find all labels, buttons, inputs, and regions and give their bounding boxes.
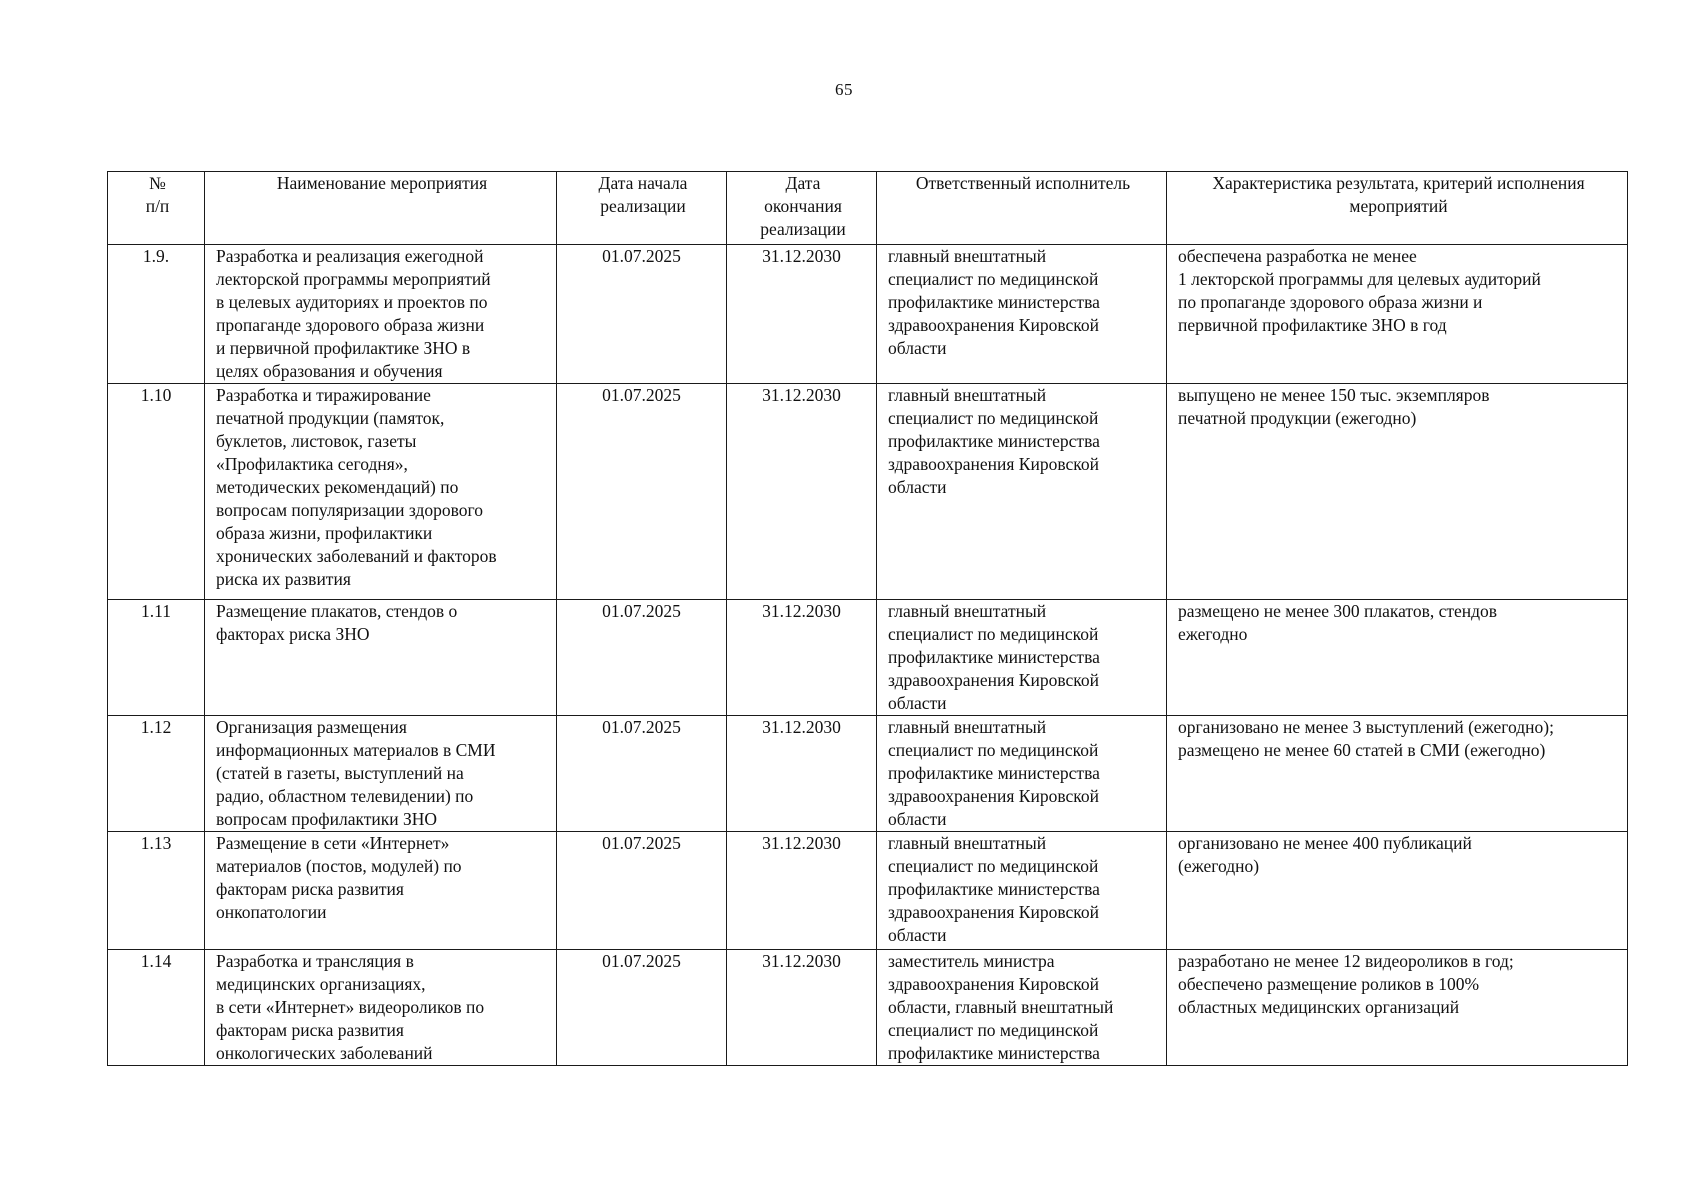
row-start-date: 01.07.2025 xyxy=(557,245,727,384)
row-end-date: 31.12.2030 xyxy=(727,716,877,832)
row-end-date: 31.12.2030 xyxy=(727,832,877,950)
row-activity-name: Организация размещения информационных материалов в СМИ (статей в газеты, выступлений на радио, областном телевидении) по вопросам профилактики ЗНО xyxy=(205,716,557,832)
header-result: Характеристика результата, критерий исполнения мероприятий xyxy=(1167,172,1628,245)
row-start-date: 01.07.2025 xyxy=(557,716,727,832)
row-number: 1.11 xyxy=(108,600,205,716)
row-result: разработано не менее 12 видеороликов в год; обеспечено размещение роликов в 100% областных медицинских организаций xyxy=(1167,950,1628,1066)
table-row xyxy=(108,245,1628,384)
row-end-date: 31.12.2030 xyxy=(727,245,877,384)
table-row xyxy=(108,950,1628,1066)
table-row xyxy=(108,600,1628,716)
row-result: организовано не менее 400 публикаций (ежегодно) xyxy=(1167,832,1628,950)
row-start-date: 01.07.2025 xyxy=(557,832,727,950)
page-number: 65 xyxy=(835,80,853,99)
row-activity-name: Размещение в сети «Интернет» материалов (постов, модулей) по факторам риска развития онкопатологии xyxy=(205,832,557,950)
row-end-date: 31.12.2030 xyxy=(727,600,877,716)
row-result: выпущено не менее 150 тыс. экземпляров печатной продукции (ежегодно) xyxy=(1167,384,1628,600)
row-number: 1.9. xyxy=(108,245,205,384)
activities-table xyxy=(107,171,1628,1066)
row-activity-name: Разработка и трансляция в медицинских организациях, в сети «Интернет» видеороликов по факторам риска развития онкологических заболеваний xyxy=(205,950,557,1066)
row-number: 1.10 xyxy=(108,384,205,600)
header-end-date: Дата окончания реализации xyxy=(727,172,877,245)
row-result: размещено не менее 300 плакатов, стендов ежегодно xyxy=(1167,600,1628,716)
row-responsible: главный внештатный специалист по медицинской профилактике министерства здравоохранения Кировской области xyxy=(877,832,1167,950)
row-result: организовано не менее 3 выступлений (ежегодно); размещено не менее 60 статей в СМИ (ежегодно) xyxy=(1167,716,1628,832)
row-activity-name: Размещение плакатов, стендов о факторах риска ЗНО xyxy=(205,600,557,716)
row-start-date: 01.07.2025 xyxy=(557,950,727,1066)
row-end-date: 31.12.2030 xyxy=(727,384,877,600)
row-activity-name: Разработка и тиражирование печатной продукции (памяток, буклетов, листовок, газеты «Профилактика сегодня», методических рекомендаций) по вопросам популяризации здорового образа жизни, профилактики хронических заболеваний и факторов риска их развития xyxy=(205,384,557,600)
row-number: 1.14 xyxy=(108,950,205,1066)
table-header-row xyxy=(108,172,1628,245)
table-row xyxy=(108,716,1628,832)
header-start-date: Дата начала реализации xyxy=(557,172,727,245)
header-num: № п/п xyxy=(108,172,205,245)
header-responsible: Ответственный исполнитель xyxy=(877,172,1167,245)
header-name: Наименование мероприятия xyxy=(205,172,557,245)
row-responsible: главный внештатный специалист по медицинской профилактике министерства здравоохранения Кировской области xyxy=(877,384,1167,600)
row-activity-name: Разработка и реализация ежегодной лекторской программы мероприятий в целевых аудиториях и проектов по пропаганде здорового образа жизни и первичной профилактике ЗНО в целях образования и обучения xyxy=(205,245,557,384)
row-start-date: 01.07.2025 xyxy=(557,384,727,600)
table-row xyxy=(108,384,1628,600)
row-responsible: заместитель министра здравоохранения Кировской области, главный внештатный специалист по медицинской профилактике министерства xyxy=(877,950,1167,1066)
row-responsible: главный внештатный специалист по медицинской профилактике министерства здравоохранения Кировской области xyxy=(877,716,1167,832)
row-responsible: главный внештатный специалист по медицинской профилактике министерства здравоохранения Кировской области xyxy=(877,245,1167,384)
row-end-date: 31.12.2030 xyxy=(727,950,877,1066)
row-result: обеспечена разработка не менее 1 лекторской программы для целевых аудиторий по пропаганде здорового образа жизни и первичной профилактике ЗНО в год xyxy=(1167,245,1628,384)
row-number: 1.13 xyxy=(108,832,205,950)
row-start-date: 01.07.2025 xyxy=(557,600,727,716)
row-number: 1.12 xyxy=(108,716,205,832)
table-row xyxy=(108,832,1628,950)
row-responsible: главный внештатный специалист по медицинской профилактике министерства здравоохранения Кировской области xyxy=(877,600,1167,716)
